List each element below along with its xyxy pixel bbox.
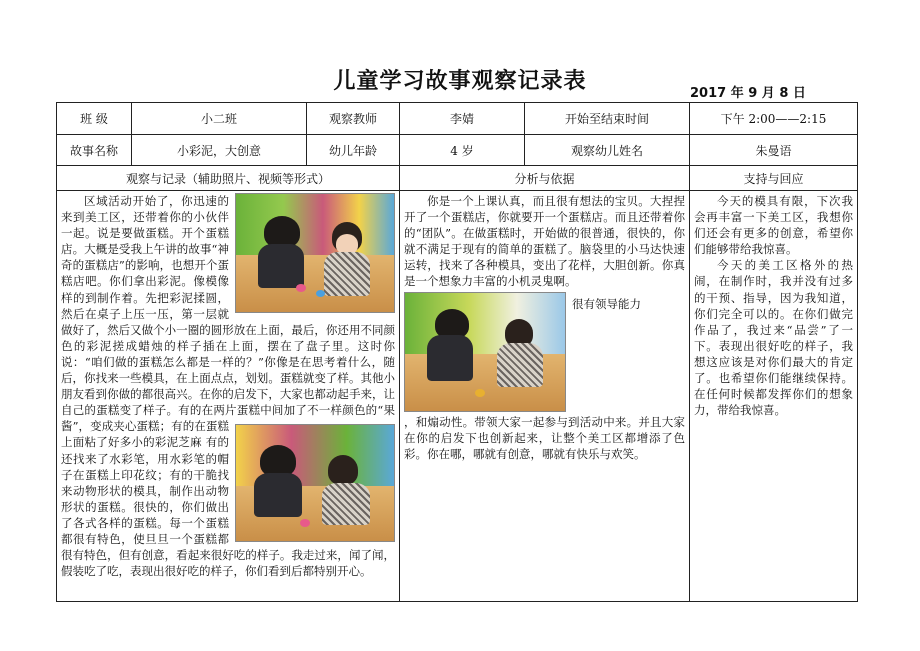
child-label: 观察幼儿姓名: [525, 135, 690, 166]
info-row-1: [57, 103, 858, 135]
teacher-value: 李婧: [400, 103, 525, 135]
analysis-text-bottom: ，和煽动性。带领大家一起参与到活动中来。并且大家在你的启发下也创新起来，让整个美工区都增添了色彩。你在哪，哪就有创意，哪就有快乐与欢笑。: [404, 414, 685, 461]
observation-table: [56, 102, 858, 602]
age-value: 4 岁: [400, 135, 525, 166]
story-label: 故事名称: [57, 135, 132, 166]
content-row: [57, 191, 858, 602]
teacher-label: 观察教师: [307, 103, 400, 135]
analysis-vertical: 很有领导能力: [572, 296, 641, 311]
observe-text: 区域活动开始了，你迅速的来到美工区，还带着你的小伙伴一起。说是要做蛋糕。开个蛋糕店。大概是受我上午讲的故事“神奇的蛋糕店”的影响，也想开个蛋糕店吧。你们拿出彩泥。像模像样的到制作着。先把彩泥揉圆，然后在桌子上压一压，第一层就做好了，然后又做个小一圈的圆形放在上面，最后，你还用不同颜色的彩泥搓成蜡烛的样子插在上面，摆在了盘子里。这时你说：“咱们做的蛋糕怎么都是一样的？”你像是在思考着什么，随后，你找来一些模具，在上面点点，划划。蛋糕就变了样。其他小朋友看到你做的都很高兴。在你的启发下，大家也都动起手来，让自己的蛋糕变了样子。有的在两片蛋糕中间加了 不一样颜色的“果酱”，变成夹心蛋糕；有的在蛋糕上面粘了好多小的彩泥芝麻 有的还找来了水彩笔，用水彩笔的帽子在蛋糕上印花纹；有的干脆找来动物形状的模具，制作出动物形状的蛋糕。很快的，你们做出了各式各样的蛋糕。每一个蛋糕都很有特色，使旦旦一个蛋糕都很有特色，但有创意，看起来很好吃的样子。我走过来，闻了闻，假装吃了吃，表现出很好吃的样子，你们看到后都特别开心。: [61, 194, 395, 579]
time-label: 开始至结束时间: [525, 103, 690, 135]
analysis-text-top: 你是一个上课认真，而且很有想法的宝贝。大捏捏开了一个蛋糕店，你就要开一个蛋糕店。而且还带着你的“团队”。在做蛋糕时，开始做的很普通，很快的，你就不满足于现有的简单的蛋糕了。脑袋里的小马达快速运转，找来了各种模具，变出了花样，大胆创新。你真是一个想象力丰富的小机灵鬼啊。: [404, 194, 685, 289]
time-value: 下午 2:00——2:15: [690, 103, 858, 135]
age-label: 幼儿年龄: [307, 135, 400, 166]
classroom-photo-3: [404, 292, 566, 412]
column-header-row: [57, 166, 858, 191]
child-value: 朱曼语: [690, 135, 858, 166]
analysis-header: 分析与依据: [400, 166, 690, 191]
page-title: 儿童学习故事观察记录表: [333, 69, 587, 94]
story-value: 小彩泥，大创意: [132, 135, 307, 166]
info-row-2: [57, 135, 858, 166]
classroom-photo-1: [235, 193, 395, 313]
support-cell: [690, 191, 858, 602]
support-text-1: 今天的模具有限，下次我会再丰富一下美工区，我想你们还会有更多的创意，希望你们能够带给我惊喜。: [694, 194, 853, 257]
support-text-2: 今天的美工区格外的热闹，在制作时，我并没有过多的干预、指导，因为我知道，你们完全可以的。在你们做完作品了，我过来“品尝”了一下。表现出很好吃的样子，我想这应该是对你们最大的肯定了。也希望你们能继续保持。在任何时候都发挥你们的想象力，带给我惊喜。: [694, 258, 853, 418]
observe-header: 观察与记录（辅助照片、视频等形式）: [57, 166, 400, 191]
classroom-photo-2: [235, 424, 395, 542]
class-value: 小二班: [132, 103, 307, 135]
observe-cell: [57, 191, 400, 602]
record-date: 2017 年 9 月 8 日: [690, 86, 806, 101]
class-label: 班 级: [57, 103, 132, 135]
analysis-cell: [400, 191, 690, 602]
support-header: 支持与回应: [690, 166, 858, 191]
